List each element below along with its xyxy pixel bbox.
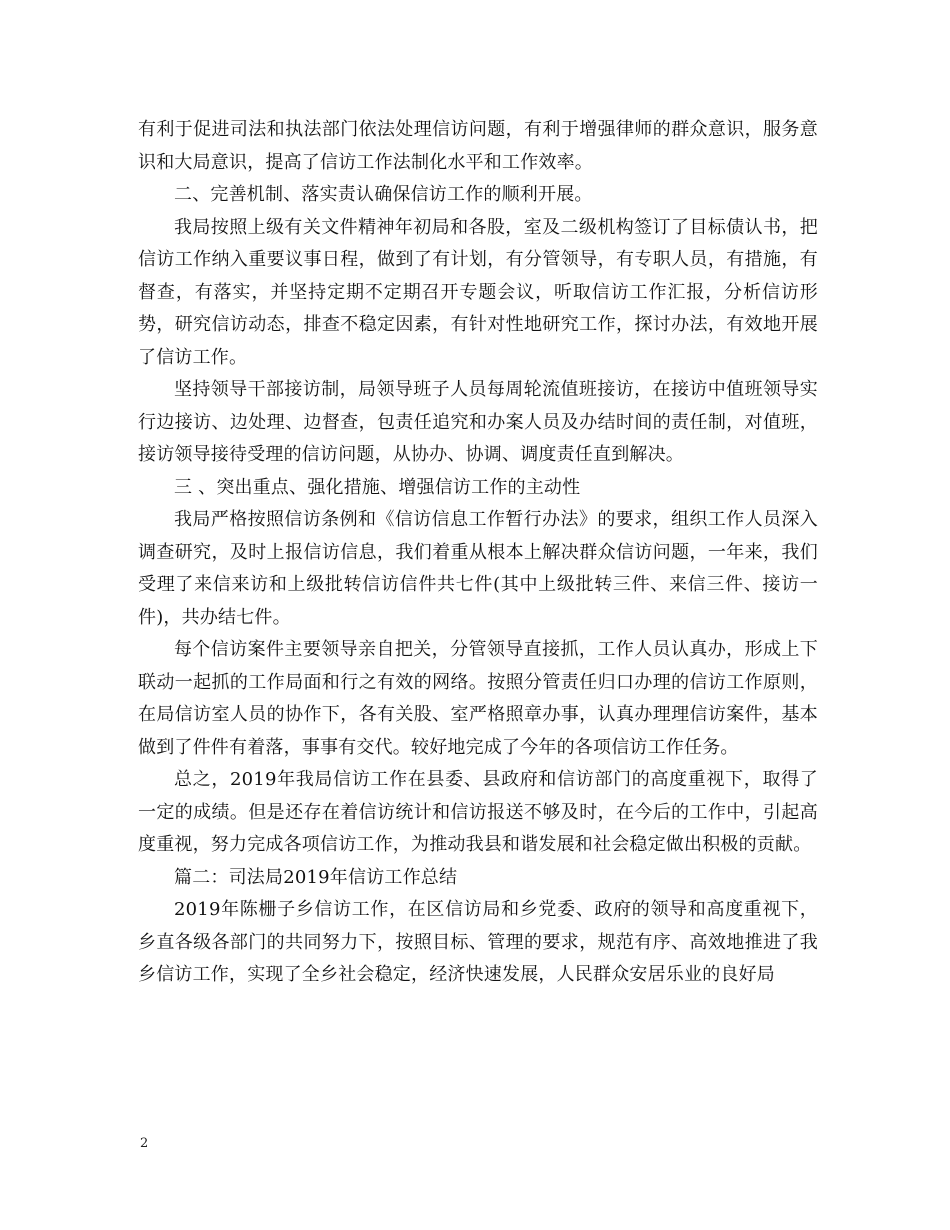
page-number: 2 — [140, 1136, 149, 1151]
section-heading-three: 三 、突出重点、强化措施、增强信访工作的主动性 — [174, 476, 581, 498]
paragraph-summary: 总之，2019年我局信访工作在县委、县政府和信访部门的高度重视下，取得了一定的成绩。但是还存在着信访统计和信访报送不够及时，在今后的工作中，引起高度重视，努力完成各项信访工作，为推动我县和谐发展和社会稳定做出积极的贡献。 — [138, 769, 818, 855]
section-heading-two: 二、完善机制、落实责认确保信访工作的顺利开展。 — [174, 184, 593, 205]
body-text — [138, 114, 818, 992]
paragraph-leader-reception: 坚持领导干部接访制，局领导班子人员每周轮流值班接访，在接访中值班领导实行边接访、边处理、边督查，包责任追究和办案人员及办结时间的责任制，对值班，接访领导接待受理的信访问题，从协办、协调、调度责任直到解决。 — [138, 379, 818, 465]
paragraph-township-work: 2019年陈栅子乡信访工作，在区信访局和乡党委、政府的领导和高度重视下，乡直各级各部门的共同努力下，按照目标、管理的要求，规范有序、高效地推进了我乡信访工作，实现了全乡社会稳定，经济快速发展，人民群众安居乐业的良好局 — [138, 899, 818, 985]
paragraph-petition-regulations: 我局严格按照信访条例和《信访信息工作暂行办法》的要求，组织工作人员深入调查研究，及时上报信访信息，我们着重从根本上解决群众信访问题，一年来，我们受理了来信来访和上级批转信访信件共七件(其中上级批转三件、来信三件、接访一件)，共办结七件。 — [138, 509, 818, 628]
paragraph-target-responsibility: 我局按照上级有关文件精神年初局和各股，室及二级机构签订了目标债认书，把信访工作纳入重要议事日程，做到了有计划，有分管领导，有专职人员，有措施，有督查，有落实，并坚持定期不定期召开专题会议，听取信访工作汇报，分析信访形势，研究信访动态，排查不稳定因素，有针对性地研究工作，探讨办法，有效地开展了信访工作。 — [138, 216, 818, 368]
paragraph-continuation: 有利于促进司法和执法部门依法处理信访问题，有利于增强律师的群众意识，服务意识和大局意识，提高了信访工作法制化水平和工作效率。 — [138, 119, 818, 173]
paragraph-case-handling: 每个信访案件主要领导亲自把关，分管领导直接抓，工作人员认真办，形成上下联动一起抓的工作局面和行之有效的网络。按照分管责任归口办理的信访工作原则，在局信访室人员的协作下，各有关股、室严格照章办事，认真办理理信访案件，基本做到了件件有着落，事事有交代。较好地完成了今年的各项信访工作任务。 — [138, 639, 818, 758]
article-two-title: 篇二：司法局2019年信访工作总结 — [174, 866, 458, 888]
